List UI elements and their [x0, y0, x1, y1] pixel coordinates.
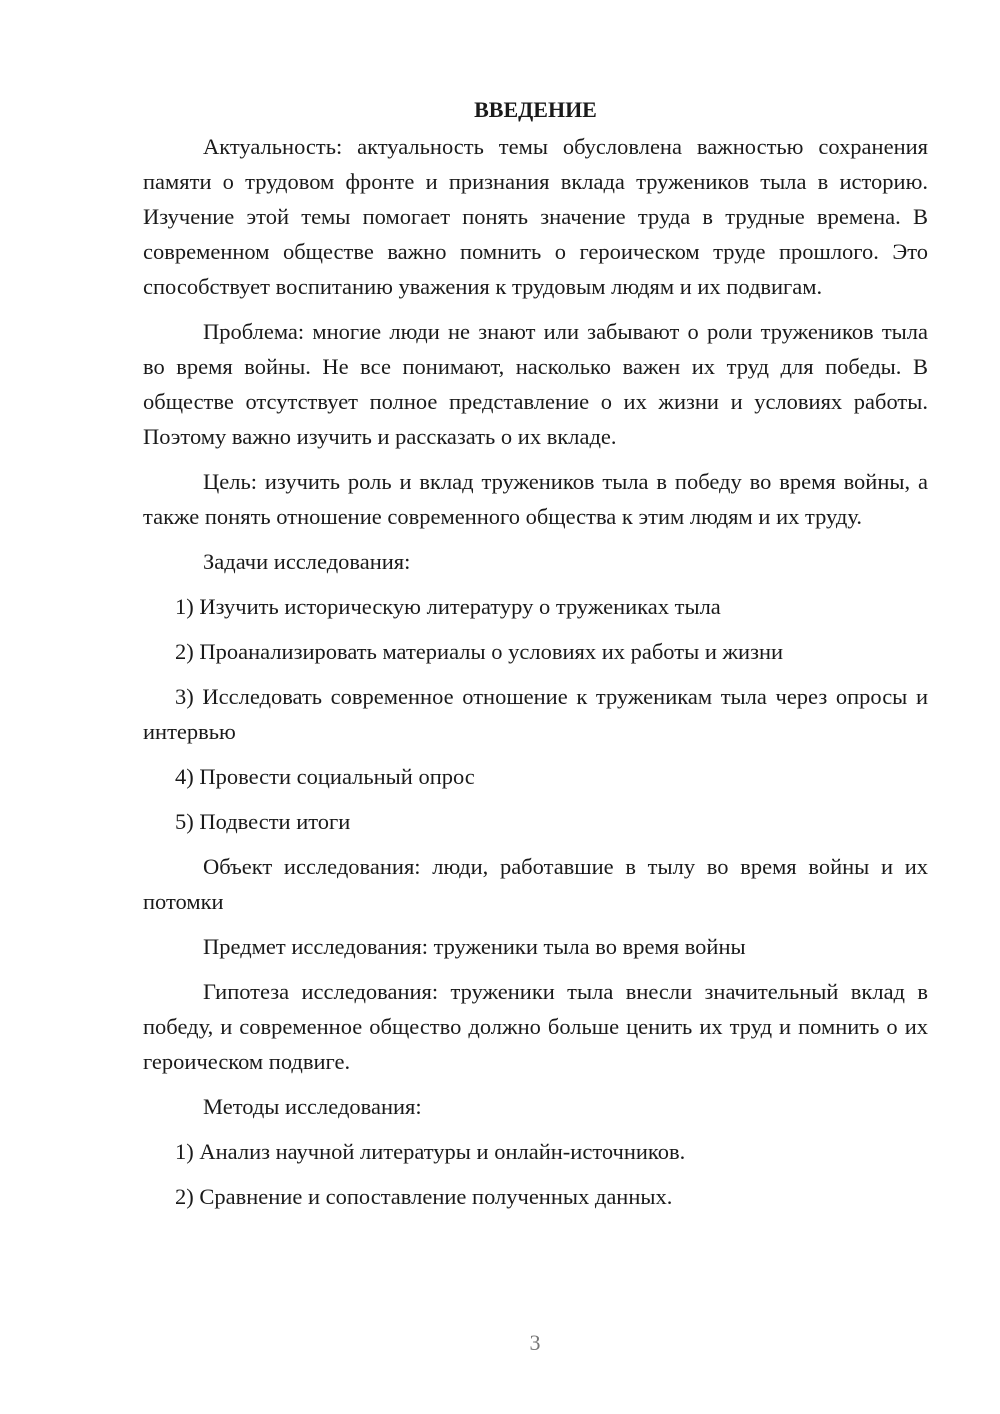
method-item-1: 1) Анализ научной литературы и онлайн-источников. — [175, 1139, 686, 1164]
task-item-2: 2) Проанализировать материалы о условиях их работы и жизни — [175, 639, 784, 664]
document-page — [143, 92, 928, 1224]
page-title: ВВЕДЕНИЕ — [474, 97, 597, 122]
method-item-2: 2) Сравнение и сопоставление полученных данных. — [175, 1184, 673, 1209]
hypothesis-paragraph: Гипотеза исследования: труженики тыла внесли значительный вклад в победу, и современное общество должно больше ценить их труд и помнить о их героическом подвиге. — [143, 979, 928, 1074]
problem-paragraph: Проблема: многие люди не знают или забывают о роли тружеников тыла во время войны. Не все понимают, насколько важен их труд для победы. В обществе отсутствует полное представление о их жизни и условиях работы. Поэтому важно изучить и рассказать о их вкладе. — [143, 319, 928, 449]
page-number: 3 — [529, 1330, 541, 1355]
goal-paragraph: Цель: изучить роль и вклад тружеников тыла в победу во время войны, а также понять отношение современного общества к этим людям и их труду. — [143, 469, 928, 529]
object-paragraph: Объект исследования: люди, работавшие в тылу во время войны и их потомки — [143, 854, 928, 914]
task-item-5: 5) Подвести итоги — [175, 809, 351, 834]
methods-title: Методы исследования: — [203, 1094, 422, 1119]
task-item-1: 1) Изучить историческую литературу о тружениках тыла — [175, 594, 721, 619]
task-item-3: 3) Исследовать современное отношение к труженикам тыла через опросы и интервью — [143, 684, 928, 744]
relevance-paragraph: Актуальность: актуальность темы обусловлена важностью сохранения памяти о трудовом фронте и признания вклада тружеников тыла в историю. Изучение этой темы помогает понять значение труда в трудные времена. В современном обществе важно помнить о героическом труде прошлого. Это способствует воспитанию уважения к трудовым людям и их подвигам. — [143, 134, 928, 299]
subject-paragraph: Предмет исследования: труженики тыла во время войны — [203, 934, 746, 959]
task-item-4: 4) Провести социальный опрос — [175, 764, 475, 789]
tasks-title: Задачи исследования: — [203, 549, 411, 574]
